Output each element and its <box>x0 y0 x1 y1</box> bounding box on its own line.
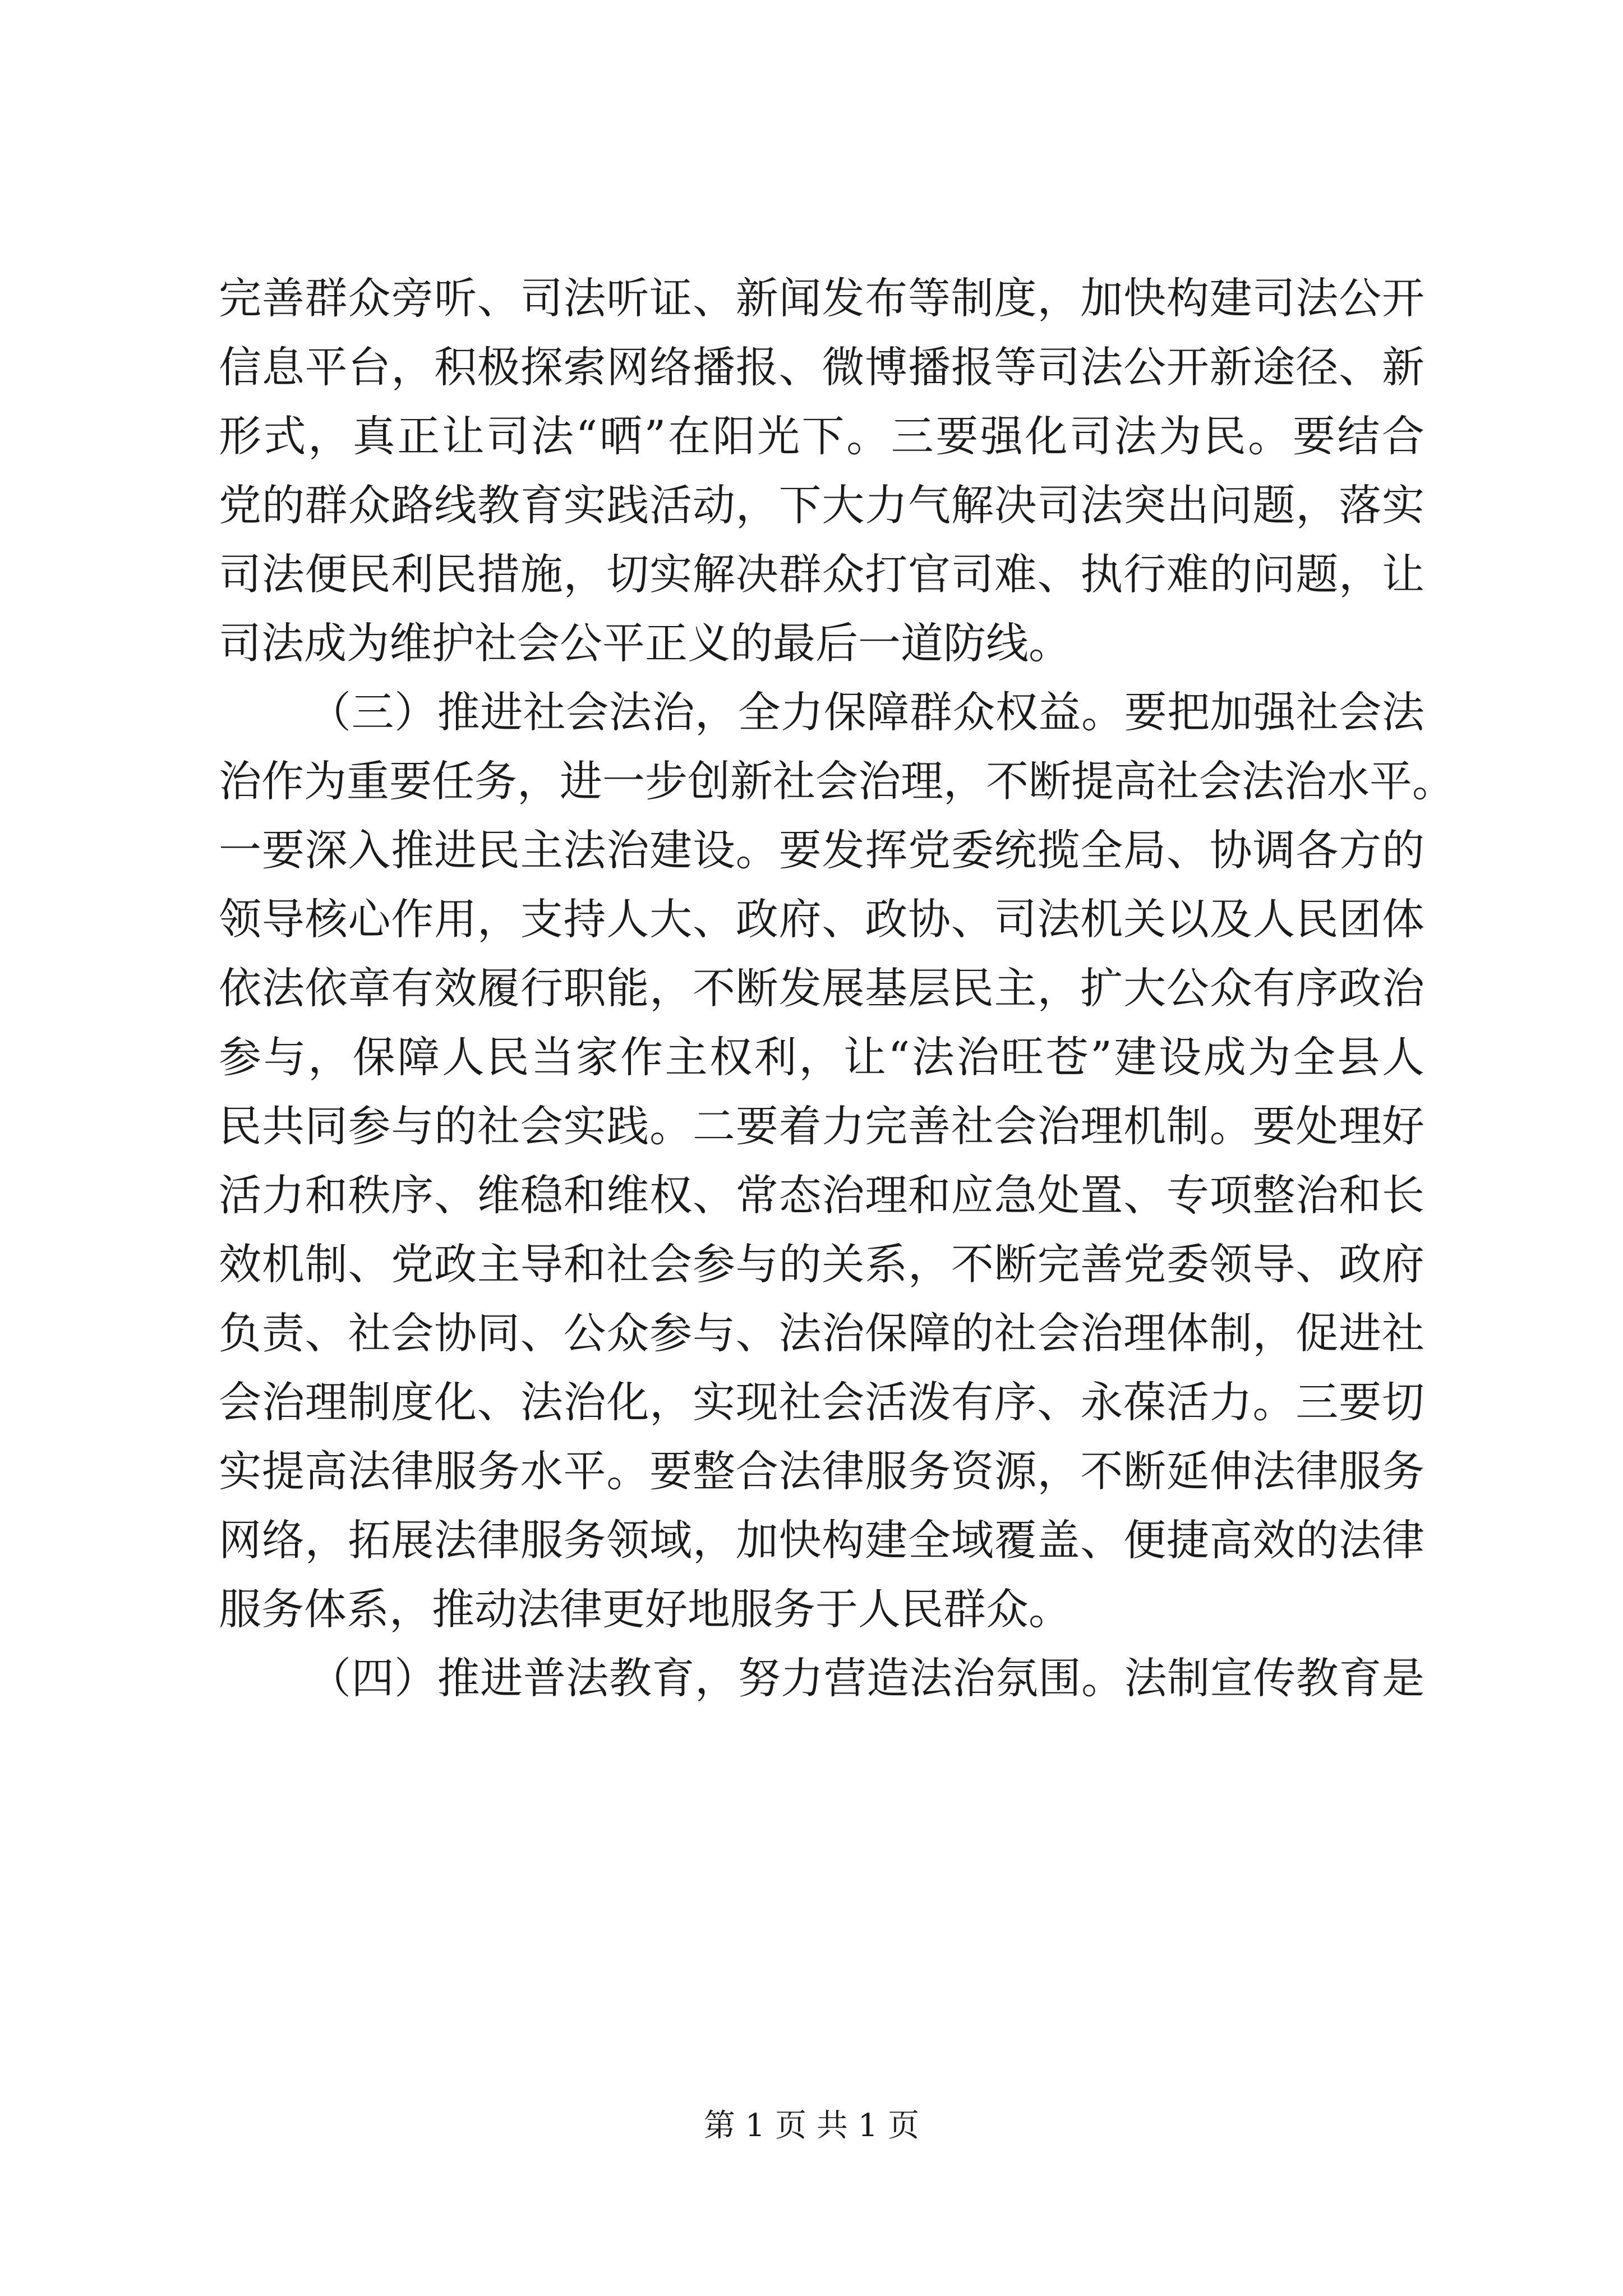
text-line: 会治理制度化、法治化，实现社会活泼有序、永葆活力。三要切 <box>219 1377 1424 1427</box>
text-line: 司法成为维护社会公平正义的最后一道防线。 <box>219 618 1071 668</box>
body-text <box>219 264 1455 1713</box>
text-line: 参与，保障人民当家作主权利，让“法治旺苍”建设成为全县人 <box>219 1032 1424 1082</box>
text-line: 活力和秩序、维稳和维权、常态治理和应急处置、专项整治和长 <box>219 1170 1424 1220</box>
text-line: 负责、社会协同、公众参与、法治保障的社会治理体制，促进社 <box>219 1308 1424 1358</box>
text-line: 网络，拓展法律服务领域，加快构建全域覆盖、便捷高效的法律 <box>219 1515 1424 1565</box>
text-line: 效机制、党政主导和社会参与的关系，不断完善党委领导、政府 <box>219 1239 1424 1289</box>
text-line: 信息平台，积极探索网络播报、微博播报等司法公开新途径、新 <box>219 342 1424 392</box>
text-line: 实提高法律服务水平。要整合法律服务资源，不断延伸法律服务 <box>219 1446 1424 1496</box>
text-line: 领导核心作用，支持人大、政府、政协、司法机关以及人民团体 <box>219 894 1424 944</box>
page-footer: 第 1 页 共 1 页 <box>703 2108 920 2144</box>
section-heading-line: （四）推进普法教育，努力营造法治氛围。法制宣传教育是 <box>308 1653 1424 1703</box>
text-line: 一要深入推进民主法治建设。要发挥党委统揽全局、协调各方的 <box>219 825 1424 875</box>
text-line: 服务体系，推动法律更好地服务于人民群众。 <box>219 1584 1071 1634</box>
section-heading-line: （三）推进社会法治，全力保障群众权益。要把加强社会法 <box>308 687 1424 737</box>
text-line: 形式，真正让司法“晒”在阳光下。三要强化司法为民。要结合 <box>219 411 1424 461</box>
text-line: 治作为重要任务，进一步创新社会治理，不断提高社会法治水平。 <box>219 756 1455 806</box>
text-line: 党的群众路线教育实践活动，下大力气解决司法突出问题，落实 <box>219 480 1424 530</box>
text-line: 民共同参与的社会实践。二要着力完善社会治理机制。要处理好 <box>219 1101 1424 1151</box>
text-line: 司法便民利民措施，切实解决群众打官司难、执行难的问题，让 <box>219 549 1424 599</box>
text-line: 完善群众旁听、司法听证、新闻发布等制度，加快构建司法公开 <box>219 273 1424 323</box>
text-line: 依法依章有效履行职能，不断发展基层民主，扩大公众有序政治 <box>219 963 1424 1013</box>
